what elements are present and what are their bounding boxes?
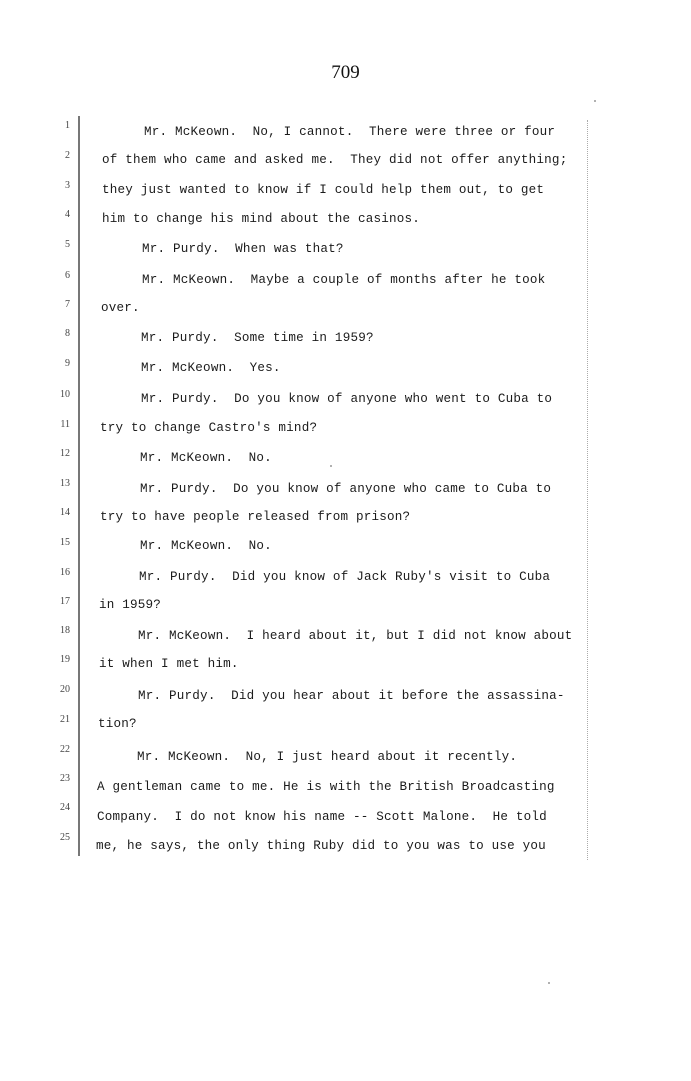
transcript-line: try to have people released from prison?	[100, 510, 411, 524]
line-number: 12	[60, 448, 70, 459]
transcript-line: Mr. Purdy. Some time in 1959?	[141, 331, 374, 345]
scan-speck	[330, 465, 332, 467]
line-number: 14	[60, 507, 70, 518]
scan-speck	[594, 100, 596, 102]
transcript-line: try to change Castro's mind?	[100, 421, 318, 435]
transcript-line: Mr. Purdy. Did you hear about it before the assassina-	[138, 689, 565, 703]
line-number: 11	[60, 419, 70, 430]
scan-speck	[548, 982, 550, 984]
transcript-line: tion?	[98, 717, 137, 731]
line-number: 20	[60, 684, 70, 695]
left-margin-rule	[78, 116, 80, 856]
transcript-line: Mr. McKeown. Yes.	[141, 361, 281, 375]
line-number: 7	[65, 299, 70, 310]
line-number: 5	[65, 239, 70, 250]
line-number: 17	[60, 596, 70, 607]
line-number: 4	[65, 209, 70, 220]
line-number: 23	[60, 773, 70, 784]
transcript-line: they just wanted to know if I could help them out, to get	[102, 183, 545, 197]
transcript-line: A gentleman came to me. He is with the British Broadcasting	[97, 780, 555, 794]
transcript-line: Mr. Purdy. Do you know of anyone who went to Cuba to	[141, 392, 553, 406]
transcript-line: him to change his mind about the casinos.	[102, 212, 421, 226]
transcript-line: Company. I do not know his name -- Scott Malone. He told	[97, 810, 547, 824]
transcript-line: Mr. Purdy. When was that?	[142, 242, 344, 256]
transcript-line: me, he says, the only thing Ruby did to you was to use you	[96, 839, 546, 853]
line-number: 16	[60, 567, 70, 578]
line-number: 21	[60, 714, 70, 725]
transcript-line: Mr. McKeown. No.	[140, 451, 272, 465]
line-number: 24	[60, 802, 70, 813]
line-number: 6	[65, 270, 70, 281]
line-number: 19	[60, 654, 70, 665]
line-number: 3	[65, 180, 70, 191]
line-number: 2	[65, 150, 70, 161]
transcript-line: Mr. McKeown. No, I just heard about it recently.	[137, 750, 518, 764]
line-number: 18	[60, 625, 70, 636]
transcript-line: Mr. McKeown. No, I cannot. There were three or four	[144, 125, 556, 139]
line-number: 13	[60, 478, 70, 489]
line-number: 9	[65, 358, 70, 369]
transcript-line: Mr. McKeown. Maybe a couple of months after he took	[142, 273, 546, 287]
line-number: 15	[60, 537, 70, 548]
line-number: 25	[60, 832, 70, 843]
line-number: 8	[65, 328, 70, 339]
transcript-line: of them who came and asked me. They did not offer anything;	[102, 153, 568, 167]
page-number: 709	[331, 62, 360, 83]
transcript-line: Mr. McKeown. No.	[140, 539, 272, 553]
line-number: 22	[60, 744, 70, 755]
transcript-line: Mr. Purdy. Did you know of Jack Ruby's visit to Cuba	[139, 570, 551, 584]
line-number: 1	[65, 120, 70, 131]
line-number: 10	[60, 389, 70, 400]
transcript-line: Mr. McKeown. I heard about it, but I did not know about	[138, 629, 573, 643]
transcript-line: in 1959?	[99, 598, 162, 612]
transcript-line: over.	[101, 301, 140, 315]
transcript-line: Mr. Purdy. Do you know of anyone who came to Cuba to	[140, 482, 552, 496]
right-margin-rule	[587, 120, 588, 860]
transcript-line: it when I met him.	[99, 657, 239, 671]
